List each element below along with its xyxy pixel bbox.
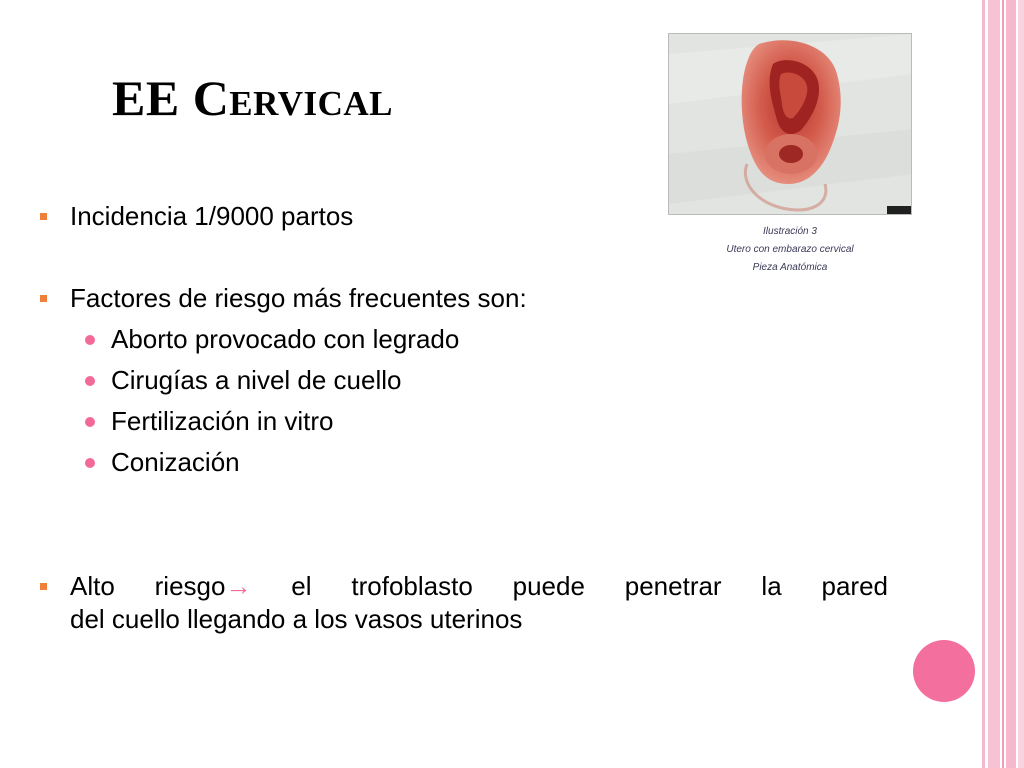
- sub-bullet-conizacion: Conización: [111, 447, 240, 477]
- bullet-factores: Factores de riesgo más frecuentes son:: [70, 283, 527, 313]
- round-bullet: [85, 417, 95, 427]
- word: la: [761, 571, 782, 601]
- bullet-alto-riesgo-line2: del cuello llegando a los vasos uterinos: [70, 604, 523, 634]
- word: el: [291, 571, 312, 601]
- round-bullet: [85, 458, 95, 468]
- slide-title: EE Cervical: [112, 70, 393, 126]
- figure-caption-title: Utero con embarazo cervical: [726, 244, 854, 255]
- sub-bullet-aborto: Aborto provocado con legrado: [111, 324, 460, 354]
- bullet-alto-riesgo-line1: [70, 570, 888, 602]
- decorative-circle: [913, 640, 975, 702]
- square-bullet: [40, 583, 47, 590]
- specimen-photo: [668, 33, 912, 215]
- arrow-right-icon: →: [225, 571, 252, 601]
- word-with-arrow: [155, 570, 252, 602]
- sub-bullet-fertilizacion: Fertilización in vitro: [111, 406, 334, 436]
- word: Alto: [70, 571, 115, 601]
- figure-caption-number: Ilustración 3: [763, 226, 817, 237]
- word: trofoblasto: [351, 571, 473, 601]
- square-bullet: [40, 295, 47, 302]
- bullet-incidencia: Incidencia 1/9000 partos: [70, 201, 354, 231]
- square-bullet: [40, 213, 47, 220]
- word: puede: [512, 571, 585, 601]
- figure-caption-subtitle: Pieza Anatómica: [752, 262, 828, 273]
- round-bullet: [85, 376, 95, 386]
- decorative-stripes: [982, 0, 1024, 768]
- round-bullet: [85, 335, 95, 345]
- word: penetrar: [624, 571, 722, 601]
- word: pared: [821, 571, 888, 601]
- word: riesgo: [154, 571, 226, 601]
- sub-bullet-cirugias: Cirugías a nivel de cuello: [111, 365, 402, 395]
